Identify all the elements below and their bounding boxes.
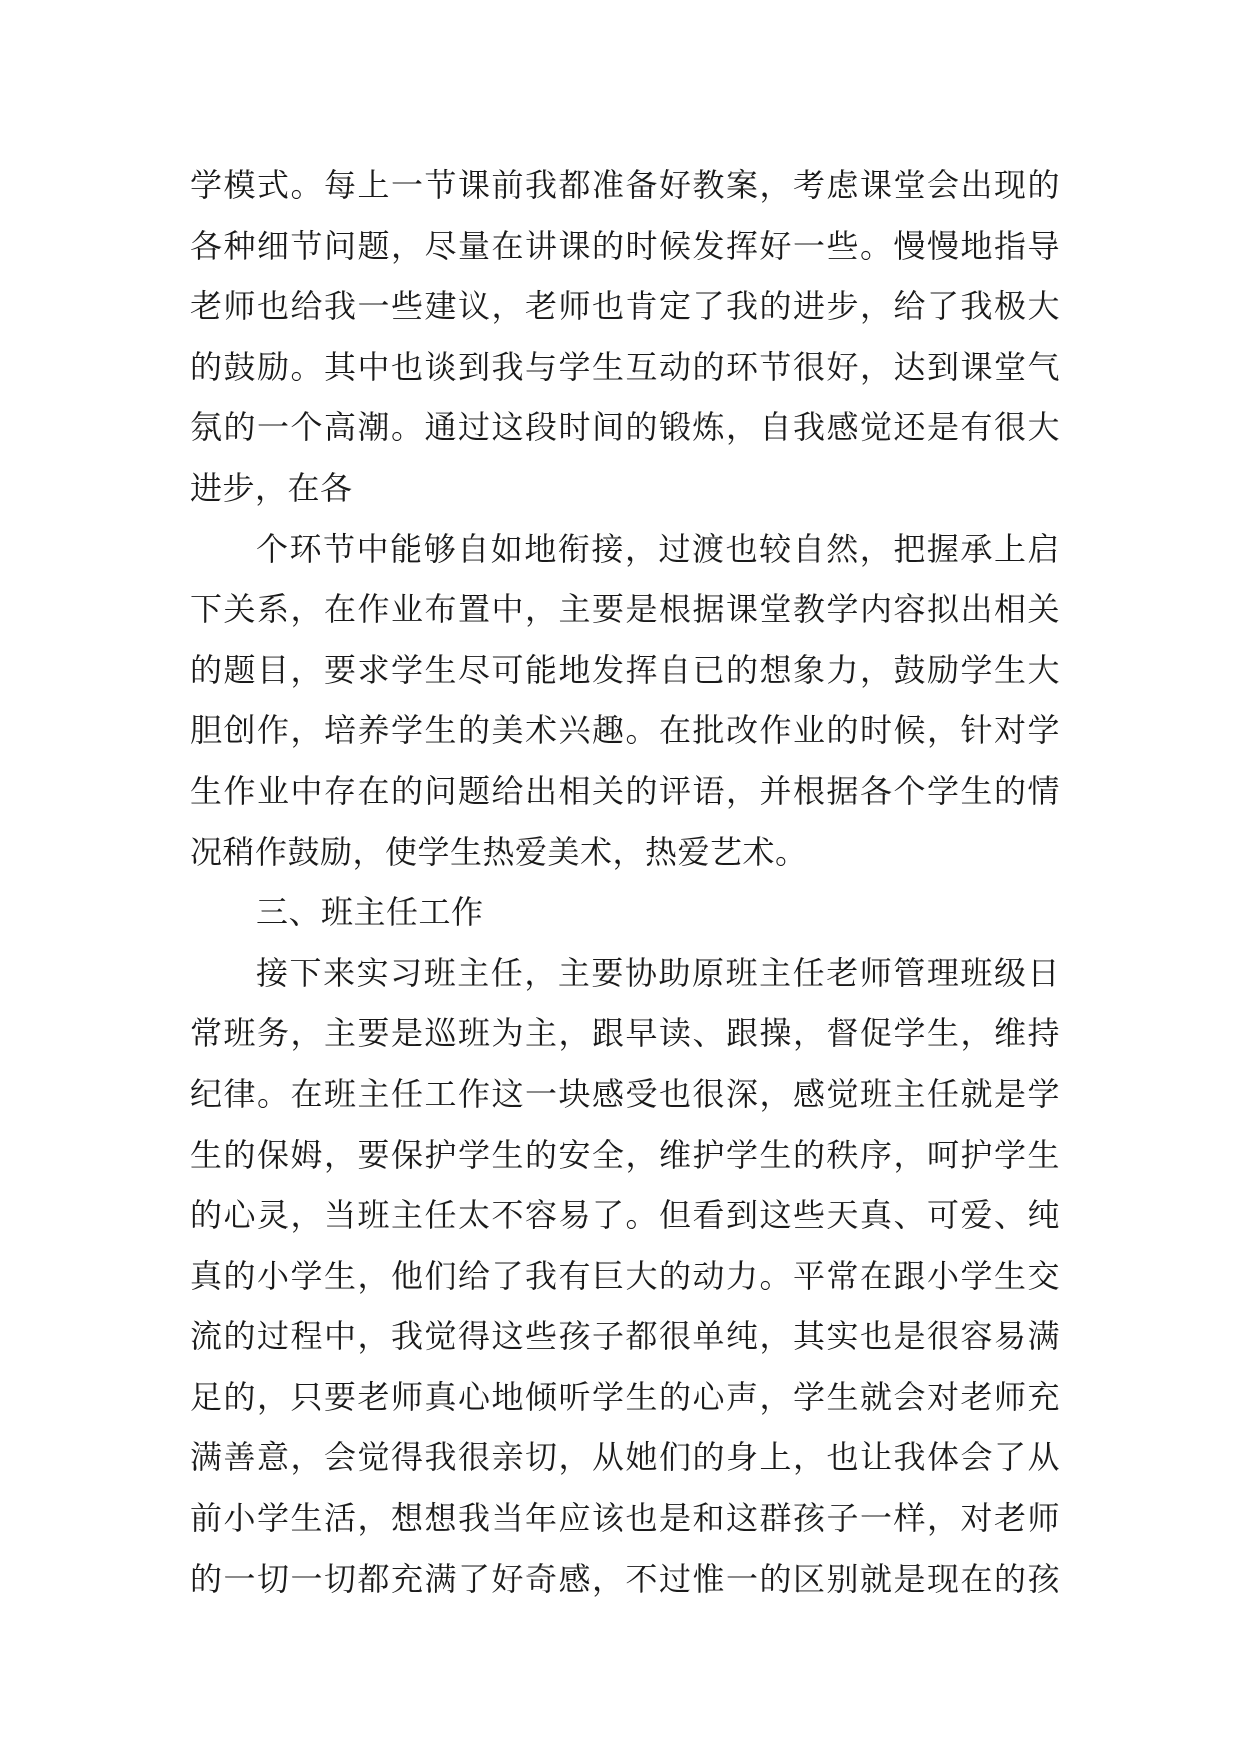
text-line: 各种细节问题，尽量在讲课的时候发挥好一些。慢慢地指导 xyxy=(190,226,1060,265)
text-line: 个环节中能够自如地衔接，过渡也较自然，把握承上启 xyxy=(256,529,1060,568)
text-line: 氛的一个高潮。通过这段时间的锻炼，自我感觉还是有很大 xyxy=(190,408,1060,447)
text-line: 满善意，会觉得我很亲切，从她们的身上，也让我体会了从 xyxy=(190,1438,1060,1477)
text-line: 常班务，主要是巡班为主，跟早读、跟操，督促学生，维持 xyxy=(190,1014,1060,1053)
text-line: 前小学生活，想想我当年应该也是和这群孩子一样，对老师 xyxy=(190,1499,1060,1538)
text-line: 况稍作鼓励，使学生热爱美术，热爱艺术。 xyxy=(190,832,808,871)
text-line: 老师也给我一些建议，老师也肯定了我的进步，给了我极大 xyxy=(190,287,1060,326)
text-line: 进步，在各 xyxy=(190,468,353,507)
text-line: 流的过程中，我觉得这些孩子都很单纯，其实也是很容易满 xyxy=(190,1317,1060,1356)
text-line: 的题目，要求学生尽可能地发挥自已的想象力，鼓励学生大 xyxy=(190,650,1060,689)
text-line: 下关系，在作业布置中，主要是根据课堂教学内容拟出相关 xyxy=(190,590,1060,629)
text-line: 真的小学生，他们给了我有巨大的动力。平常在跟小学生交 xyxy=(190,1256,1060,1295)
text-line: 的一切一切都充满了好奇感，不过惟一的区别就是现在的孩 xyxy=(190,1559,1060,1598)
text-line: 接下来实习班主任，主要协助原班主任老师管理班级日 xyxy=(256,953,1060,992)
text-line: 三、班主任工作 xyxy=(256,893,484,932)
text-line: 生作业中存在的问题给出相关的评语，并根据各个学生的情 xyxy=(190,771,1060,810)
text-line: 足的，只要老师真心地倾听学生的心声，学生就会对老师充 xyxy=(190,1377,1060,1416)
text-line: 胆创作，培养学生的美术兴趣。在批改作业的时候，针对学 xyxy=(190,711,1060,750)
text-line: 纪律。在班主任工作这一块感受也很深，感觉班主任就是学 xyxy=(190,1074,1060,1113)
text-line: 生的保姆，要保护学生的安全，维护学生的秩序，呵护学生 xyxy=(190,1135,1060,1174)
document-body xyxy=(190,155,1060,1609)
text-line: 的鼓励。其中也谈到我与学生互动的环节很好，达到课堂气 xyxy=(190,347,1060,386)
text-line: 的心灵，当班主任太不容易了。但看到这些天真、可爱、纯 xyxy=(190,1196,1060,1235)
text-line: 学模式。每上一节课前我都准备好教案，考虑课堂会出现的 xyxy=(190,166,1060,204)
